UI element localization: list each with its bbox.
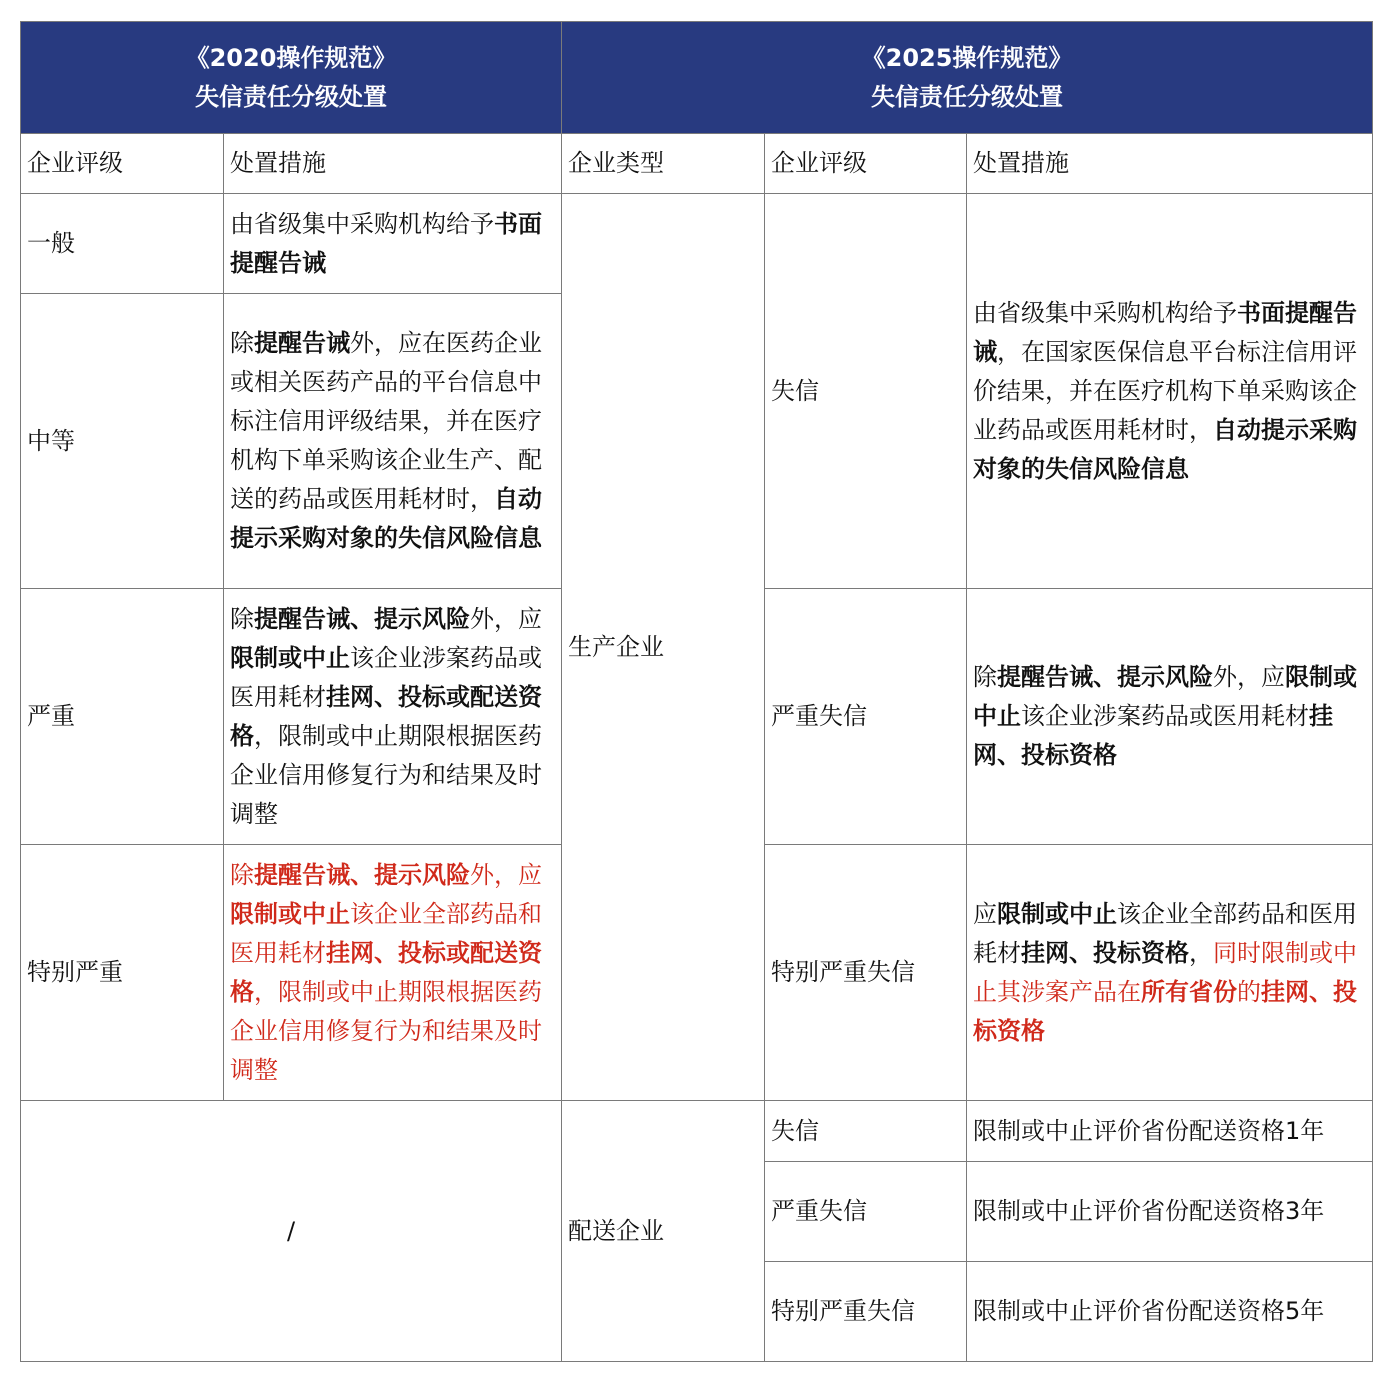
col-measure-2025: 处置措施 [967,134,1373,194]
measure-2025-cell [967,589,1373,845]
measure-2020-cell [224,845,562,1101]
measure-2020-cell [224,589,562,845]
rating-2020-cell: 特别严重 [21,845,224,1101]
text-run: ，限制或中止期限根据医药企业信用修复行为和结果及时调整 [230,977,542,1084]
header-row [21,22,1373,134]
text-run: 除 [230,329,254,357]
text-run: 挂网、投标或配送资格 [230,938,542,1006]
text-run: 挂网、投标资格 [1021,938,1190,967]
text-run: 外，应 [470,604,542,633]
blank-2020-cell: / [21,1101,562,1362]
text-run: 除 [973,663,998,691]
rating-2025-cell: 特别严重失信 [765,1262,967,1362]
header-2020-title: 《2020操作规范》 [185,43,397,72]
text-run: 外，应在医药企业或相关医药产品的平台信息中标注信用评级结果，并在医疗机构下单采购该企业生产、配送的药品或医用耗材时， [230,329,542,513]
rating-2025-cell: 失信 [765,1101,967,1162]
table-row [21,1101,1373,1162]
text-run: 所有省份 [1141,977,1238,1006]
col-type-2025: 企业类型 [562,134,765,194]
text-run: 外，应 [470,860,542,889]
col-rating-2020: 企业评级 [21,134,224,194]
text-run: 自动提示采购对象的失信风险信息 [973,415,1358,483]
col-rating-2025: 企业评级 [765,134,967,194]
rating-2020-cell: 一般 [21,194,224,294]
text-run: 限制或中止评价省份配送资格1年 [973,1116,1325,1145]
table-row [21,194,1373,294]
text-run: 该企业全部药品和医用耗材 [230,899,542,967]
text-run: 由省级集中采购机构给予 [230,209,494,238]
text-run: 该企业全部药品和医用耗材 [973,899,1358,967]
text-run: 提醒告诫、提示风险 [997,663,1214,691]
rating-2025-cell: 严重失信 [765,589,967,845]
text-run: ， [1189,938,1214,967]
text-run: 提醒告诫 [254,329,350,357]
header-2020 [21,22,562,134]
text-run: 提醒告诫、提示风险 [254,860,470,889]
text-run: 同时限制或中止其涉案产品在 [973,938,1358,1006]
text-run: 限制或中止评价省份配送资格5年 [973,1297,1325,1325]
measure-2020-cell [224,194,562,294]
rating-2020-cell: 严重 [21,589,224,845]
header-2020-subtitle: 失信责任分级处置 [195,82,387,111]
text-run: ，限制或中止期限根据医药企业信用修复行为和结果及时调整 [230,721,542,828]
producer-type-cell: 生产企业 [562,194,765,1101]
text-run: 书面提醒告诫 [230,209,542,277]
rating-2020-cell: 中等 [21,294,224,589]
text-run: 自动提示采购对象的失信风险信息 [230,485,542,552]
text-run: 应 [973,899,998,928]
text-run: 限制或中止 [973,663,1358,730]
measure-2025-cell [967,845,1373,1101]
measure-2025-cell [967,1162,1373,1262]
header-2025 [562,22,1373,134]
distributor-type-cell: 配送企业 [562,1101,765,1362]
comparison-table [20,21,1373,1362]
measure-2025-cell [967,1262,1373,1362]
text-run: 外，应 [1213,663,1286,691]
measure-2025-cell [967,194,1373,589]
col-measure-2020: 处置措施 [224,134,562,194]
text-run: 提醒告诫、提示风险 [254,604,470,633]
text-run: 限制或中止 [997,899,1118,928]
text-run: 该企业涉案药品或医用耗材 [1021,702,1310,730]
rating-2025-cell: 特别严重失信 [765,845,967,1101]
header-2025-title: 《2025操作规范》 [861,43,1073,72]
text-run: 限制或中止 [230,643,350,672]
text-run: 挂网、投标资格 [973,977,1358,1045]
rating-2025-cell: 严重失信 [765,1162,967,1262]
text-run: 由省级集中采购机构给予 [973,298,1238,327]
rating-2025-cell: 失信 [765,194,967,589]
text-run: 挂网、投标或配送资格 [230,682,542,750]
text-run: ，在国家医保信息平台标注信用评价结果，并在医疗机构下单采购该企业药品或医用耗材时， [973,337,1358,444]
text-run: 除 [230,860,254,889]
text-run: 书面提醒告诫 [973,298,1358,366]
text-run: 的 [1237,977,1262,1006]
measure-2025-cell [967,1101,1373,1162]
header-2025-subtitle: 失信责任分级处置 [871,82,1064,111]
text-run: 除 [230,604,254,633]
text-run: 挂网、投标资格 [973,702,1334,769]
text-run: 限制或中止评价省份配送资格3年 [973,1197,1325,1225]
measure-2020-cell [224,294,562,589]
text-run: 限制或中止 [230,899,350,928]
text-run: 该企业涉案药品或医用耗材 [230,643,542,711]
column-header-row [21,134,1373,194]
